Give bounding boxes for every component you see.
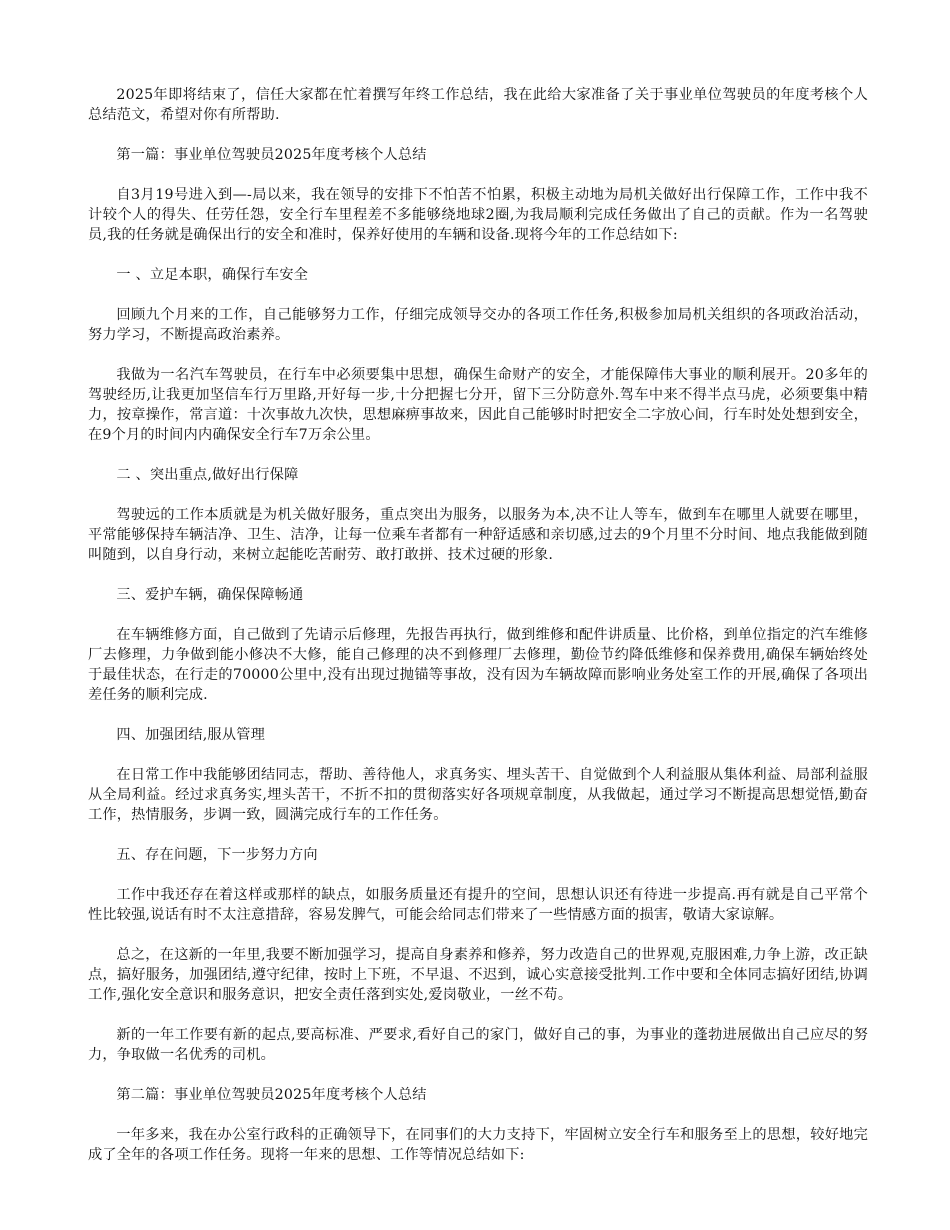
body-paragraph: 在车辆维修方面，自己做到了先请示后修理，先报告再执行，做到维修和配件讲质量、比价格，到单位指定的汽车维修厂去修理，力争做到能小修决不大修，能自己修理的决不到修理厂去修理，勤俭节约降低维修和保养费用,确保车辆始终处于最佳状态，在行走的70000公里中,没有出现过抛锚等事故，没有因为车辆故障而影响业务处室工作的开展,确保了各项出差任务的顺利完成. (88, 627, 868, 703)
document-page (88, 85, 868, 1185)
body-paragraph: 我做为一名汽车驾驶员，在行车中必须要集中思想，确保生命财产的安全，才能保障伟大事业的顺利展开。20多年的驾驶经历,让我更加坚信车行万里路,开好每一步,十分把握七分开，留下三分防意外.驾车中来不得半点马虎，必须要集中精力，按章操作，常言道：十次事故九次快，思想麻痹事故来，因此自己能够时时把安全二字放心间，行车时处处想到安全，在9个月的时间内内确保安全行车7万余公里。 (88, 367, 868, 443)
body-paragraph: 工作中我还存在着这样或那样的缺点，如服务质量还有提升的空间，思想认识还有待进一步提高.再有就是自己平常个性比较强,说话有时不太注意措辞，容易发脾气，可能会给同志们带来了一些情感方面的损害，敬请大家谅解。 (88, 887, 868, 923)
body-paragraph: 自3月19号进入到—-局以来，我在领导的安排下不怕苦不怕累，积极主动地为局机关做好出行保障工作，工作中我不计较个人的得失、任劳任怨，安全行车里程差不多能够绕地球2圈,为我局顺利完成任务做出了自己的贡献。作为一名驾驶员,我的任务就是确保出行的安全和准时，保养好使用的车辆和设备.现将今年的工作总结如下: (88, 187, 868, 243)
section-heading-1: 一 、立足本职，确保行车安全 (116, 267, 309, 283)
body-paragraph: 总之，在这新的一年里,我要不断加强学习，提高自身素养和修养，努力改造自己的世界观,克服困难,力争上游，改正缺点，搞好服务，加强团结,遵守纪律，按时上下班，不早退、不迟到，诚心实意接受批判.工作中要和全体同志搞好团结,协调工作,强化安全意识和服务意识，把安全责任落到实处,爱岗敬业，一丝不苟。 (88, 947, 868, 1003)
section-heading-5: 五、存在问题，下一步努力方向 (116, 847, 318, 863)
section-title-part-2: 第二篇：事业单位驾驶员2025年度考核个人总结 (116, 1087, 427, 1103)
body-paragraph: 驾驶远的工作本质就是为机关做好服务，重点突出为服务，以服务为本,决不让人等车，做到车在哪里人就要在哪里，平常能够保持车辆洁净、卫生、洁净，让每一位乘车者都有一种舒适感和亲切感,过去的9个月里不分时间、地点我能做到随叫随到，以自身行动，来树立起能吃苦耐劳、敢打敢拼、技术过硬的形象. (88, 507, 868, 563)
intro-paragraph: 2025年即将结束了，信任大家都在忙着撰写年终工作总结，我在此给大家准备了关于事业单位驾驶员的年度考核个人总结范文，希望对你有所帮助. (88, 87, 868, 123)
section-heading-4: 四、加强团结,服从管理 (116, 727, 265, 743)
body-paragraph: 新的一年工作要有新的起点,要高标准、严要求,看好自己的家门，做好自己的事，为事业的蓬勃进展做出自己应尽的努力，争取做一名优秀的司机。 (88, 1027, 868, 1063)
body-paragraph: 在日常工作中我能够团结同志，帮助、善待他人，求真务实、埋头苦干、自觉做到个人利益服从集体利益、局部利益服从全局利益。经过求真务实,埋头苦干，不折不扣的贯彻落实好各项规章制度，从我做起，通过学习不断提高思想觉悟,勤奋工作，热情服务，步调一致，圆满完成行车的工作任务。 (88, 767, 868, 823)
body-paragraph: 一年多来，我在办公室行政科的正确领导下，在同事们的大力支持下，牢固树立安全行车和服务至上的思想，较好地完成了全年的各项工作任务。现将一年来的思想、工作等情况总结如下: (88, 1127, 868, 1163)
section-title-part-1: 第一篇：事业单位驾驶员2025年度考核个人总结 (116, 147, 427, 163)
section-heading-2: 二 、突出重点,做好出行保障 (116, 467, 299, 483)
section-heading-3: 三、爱护车辆，确保保障畅通 (116, 587, 304, 603)
body-paragraph: 回顾九个月来的工作，自己能够努力工作，仔细完成领导交办的各项工作任务,积极参加局机关组织的各项政治活动，努力学习，不断提高政治素养。 (88, 307, 868, 343)
